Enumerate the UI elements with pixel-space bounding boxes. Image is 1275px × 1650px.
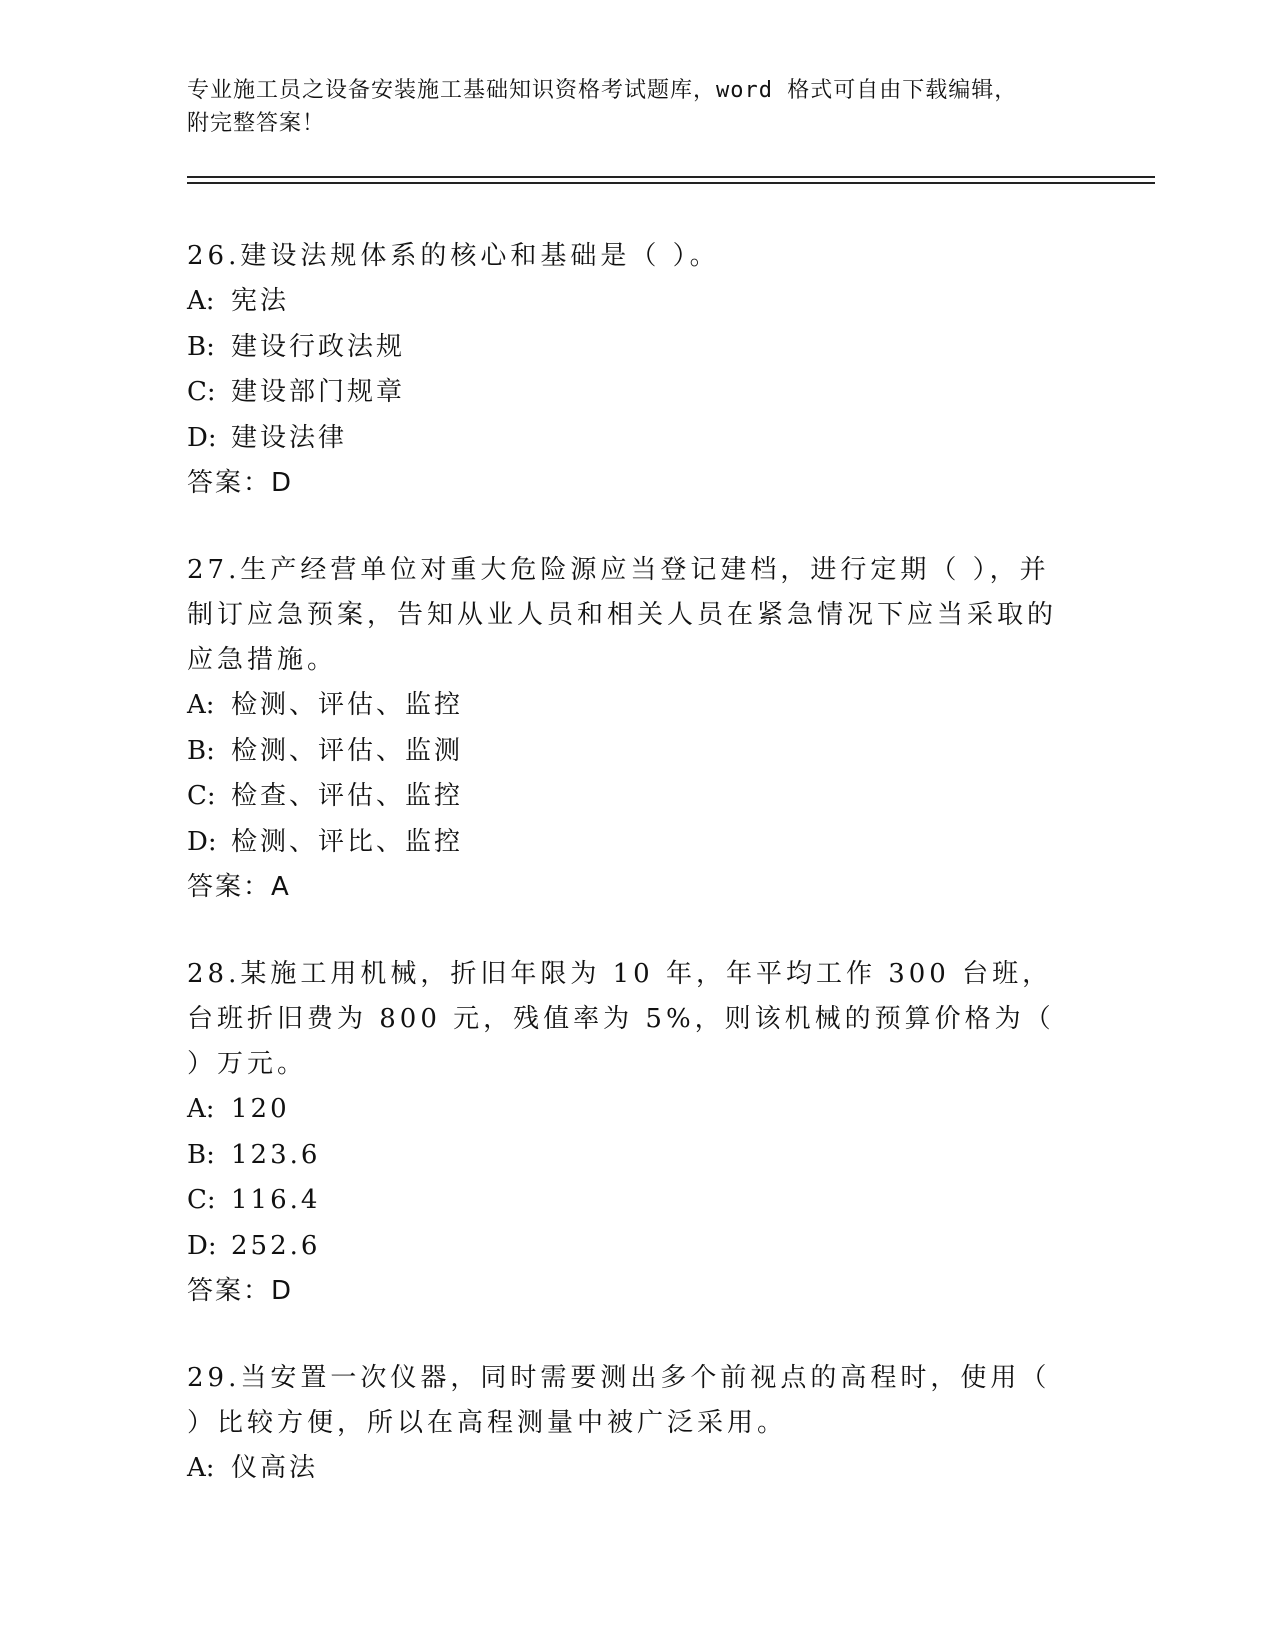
option-text: 检查、评估、监控 [231,781,464,811]
option-c [187,774,1067,820]
question-text: 27.生产经营单位对重大危险源应当登记建档，进行定期（ ），并制订应急预案，告知从业人员和相关人员在紧急情况下应当采取的应急措施。 [187,555,1058,675]
option-a [187,279,1067,325]
option-label: A: [187,690,215,720]
option-label: B: [187,1139,215,1170]
option-b [187,729,1067,775]
option-label: B: [187,331,215,362]
question-list [187,234,1067,1534]
option-text: 123.6 [231,1139,321,1170]
option-a [187,1446,1067,1492]
option-text: 检测、评估、监控 [231,690,464,720]
option-label: C: [187,1185,216,1215]
option-text: 120 [231,1094,290,1124]
question-29 [187,1356,1067,1492]
option-text: 仪高法 [231,1453,319,1483]
option-text: 检测、评估、监测 [231,735,464,766]
document-header [187,74,1067,140]
option-text: 116.4 [231,1185,321,1215]
header-line-2: 附完整答案！ [187,111,326,136]
option-text: 建设部门规章 [231,377,406,407]
question-text: 26.建设法规体系的核心和基础是（ ）。 [187,241,720,271]
header-divider-top [187,176,1155,178]
option-label: B: [187,735,215,766]
option-label: C: [187,781,216,811]
option-b [187,1133,1067,1179]
answer-text: 答案：D [187,468,294,498]
option-label: A: [187,1453,215,1483]
question-text: 29.当安置一次仪器，同时需要测出多个前视点的高程时，使用（ ）比较方便，所以在高程测量中被广泛采用。 [187,1363,1051,1438]
option-label: D: [187,826,217,857]
option-text: 建设法律 [231,422,348,453]
option-d [187,820,1067,866]
option-a [187,1087,1067,1133]
option-c [187,370,1067,416]
option-text: 宪法 [231,286,290,316]
question-text: 28.某施工用机械，折旧年限为 10 年，年平均工作 300 台班，台班折旧费为 800 元，残值率为 5%，则该机械的预算价格为（ ）万元。 [187,959,1055,1079]
question-27 [187,548,1067,910]
option-c [187,1178,1067,1224]
option-label: C: [187,377,216,407]
option-text: 建设行政法规 [231,331,406,362]
question-26 [187,234,1067,506]
option-text: 252.6 [231,1230,321,1261]
header-divider-bottom [187,182,1155,184]
option-a [187,683,1067,729]
option-d [187,416,1067,462]
option-b [187,325,1067,371]
option-text: 检测、评比、监控 [231,826,464,857]
option-d [187,1224,1067,1270]
option-label: A: [187,286,215,316]
answer-text: 答案：D [187,1276,294,1306]
option-label: D: [187,422,217,453]
question-28 [187,952,1067,1314]
option-label: D: [187,1230,217,1261]
header-line-1: 专业施工员之设备安装施工基础知识资格考试题库，word 格式可自由下载编辑， [187,78,1018,103]
answer-text: 答案：A [187,872,291,902]
option-label: A: [187,1094,215,1124]
